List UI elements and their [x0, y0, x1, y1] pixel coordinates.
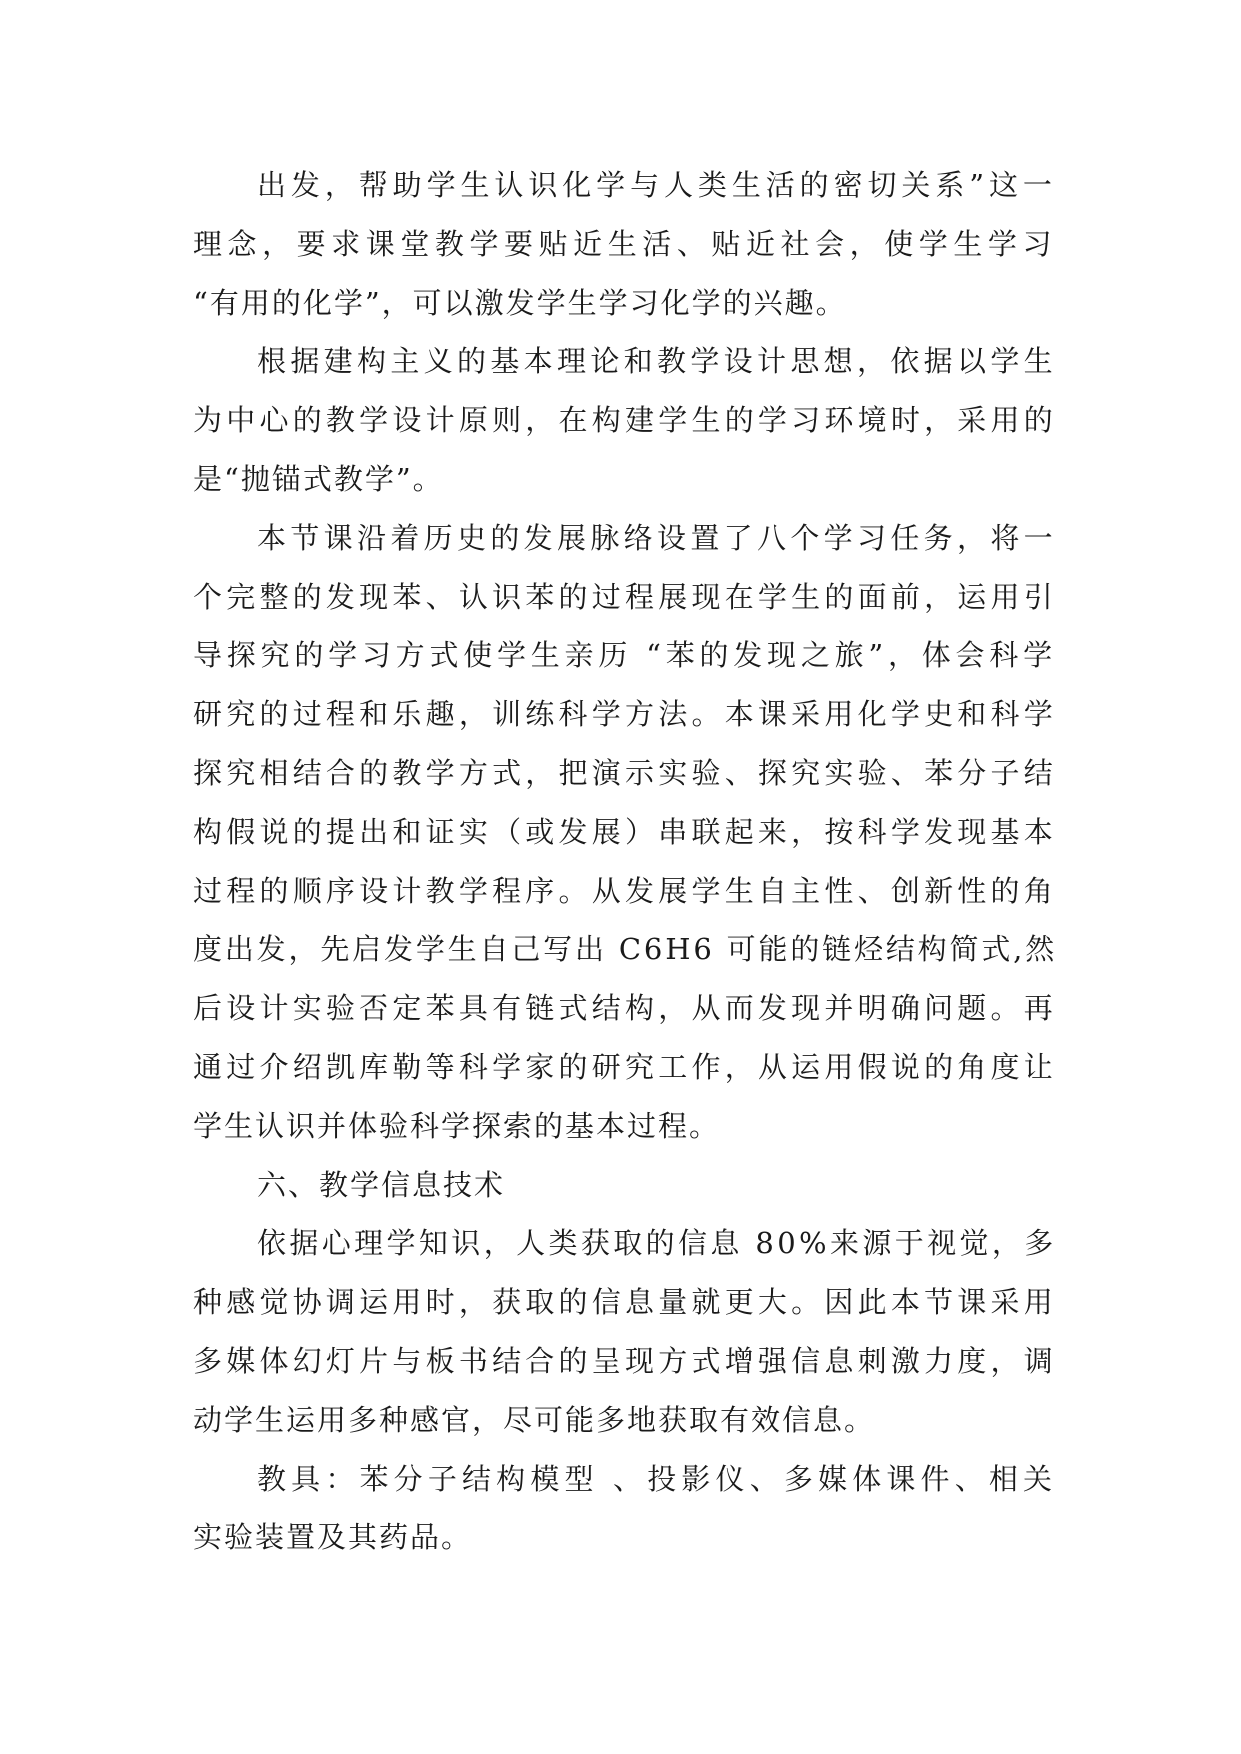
text-line: 种感觉协调运用时，获取的信息量就更大。因此本节课采用 [193, 1285, 1058, 1320]
text-line: 理念，要求课堂教学要贴近生活、贴近社会，使学生学习 [193, 226, 1058, 261]
text-line: 根据建构主义的基本理论和教学设计思想，依据以学生 [257, 344, 1058, 379]
text-line: 为中心的教学设计原则，在构建学生的学习环境时，采用的 [193, 403, 1058, 438]
text-line: 教具：苯分子结构模型 、投影仪、多媒体课件、相关 [257, 1461, 1058, 1496]
text-line: 出发，帮助学生认识化学与人类生活的密切关系”这一 [257, 168, 1057, 202]
text-line: 是“抛锚式教学”。 [193, 461, 444, 496]
text-line: 六、教学信息技术 [257, 1167, 506, 1202]
text-line: 依据心理学知识，人类获取的信息 80%来源于视觉，多 [257, 1226, 1057, 1261]
text-line: 多媒体幻灯片与板书结合的呈现方式增强信息刺激力度，调 [193, 1343, 1058, 1378]
body-text [193, 156, 1057, 1567]
text-line: 个完整的发现苯、认识苯的过程展现在学生的面前，运用引 [193, 579, 1058, 614]
text-line: 导探究的学习方式使学生亲历 “苯的发现之旅”，体会科学 [193, 638, 1057, 673]
text-line: 实验装置及其药品。 [193, 1520, 473, 1555]
text-line: 度出发，先启发学生自己写出 C6H6 可能的链烃结构简式,然 [193, 932, 1058, 967]
text-line: 研究的过程和乐趣，训练科学方法。本课采用化学史和科学 [193, 697, 1058, 732]
text-line: 学生认识并体验科学探索的基本过程。 [193, 1108, 721, 1143]
text-line: 本节课沿着历史的发展脉络设置了八个学习任务，将一 [257, 520, 1058, 555]
text-line: “有用的化学”，可以激发学生学习化学的兴趣。 [193, 285, 847, 320]
text-line: 通过介绍凯库勒等科学家的研究工作，从运用假说的角度让 [193, 1049, 1058, 1084]
text-line: 后设计实验否定苯具有链式结构，从而发现并明确问题。再 [193, 991, 1058, 1026]
text-line: 探究相结合的教学方式，把演示实验、探究实验、苯分子结 [193, 755, 1058, 790]
text-line: 过程的顺序设计教学程序。从发展学生自主性、创新性的角 [193, 873, 1058, 908]
text-line: 动学生运用多种感官，尽可能多地获取有效信息。 [193, 1402, 876, 1437]
text-line: 构假说的提出和证实（或发展）串联起来，按科学发现基本 [193, 814, 1058, 849]
